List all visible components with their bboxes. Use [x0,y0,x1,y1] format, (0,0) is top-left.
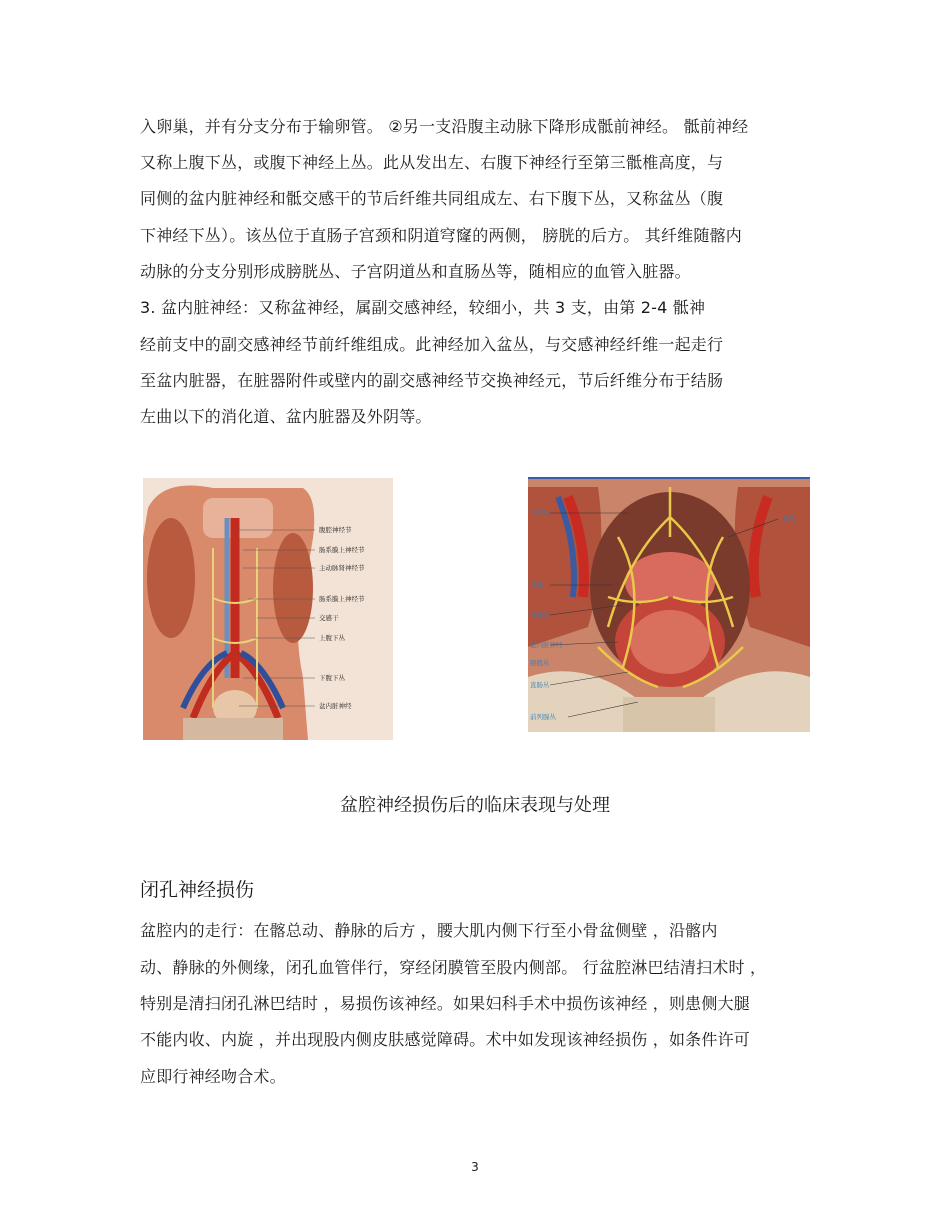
text-line: 同侧的盆内脏神经和骶交感干的节后纤维共同组成左、右下腹下丛，又称盆丛（腹 [140,189,724,208]
text-line: 动、静脉的外侧缘，闭孔血管伴行，穿经闭膜管至股内侧部。 行盆腔淋巴结清扫术时 ， [140,958,767,977]
text-line: 应即行神经吻合术。 [140,1067,286,1086]
figure-label: 膀胱丛 [530,659,550,667]
figure-label: 直肠 [530,581,543,589]
text-line: 至盆内脏器，在脏器附件或壁内的副交感神经节交换神经元，节后纤维分布于结肠 [140,371,724,390]
anatomy-figure-right [528,477,810,732]
figure-label: 肠系膜上神经节 [319,546,365,554]
figure-label: 肠系膜上神经节 [319,595,365,603]
text-line: 又称上腹下丛，或腹下神经上丛。此从发出左、右腹下神经行至第三骶椎高度，与 [140,153,724,172]
text-line: 动脉的分支分别形成膀胱丛、子宫阴道丛和直肠丛等，随相应的血管入脏器。 [140,262,691,281]
anatomy-illustration-right [528,477,810,732]
figure-label: 盆内脏神经 [319,702,352,710]
text-line: 入卵巢，并有分支分布于输卵管。 ②另一支沿腹主动脉下降形成骶前神经。 骶前神经 [140,117,749,136]
figure-label: 盆丛 [782,515,795,523]
figure-label: 腹腔神经节 [319,526,352,534]
text-line: 盆腔内的走行：在髂总动、静脉的后方 ，腰大肌内侧下行至小骨盆侧壁 ，沿髂内 [140,921,718,940]
figure-label: 下腹丛 [530,509,550,517]
text-line: 左曲以下的消化道、盆内脏器及外阴等。 [140,407,432,426]
page-number: 3 [471,1160,479,1174]
figure-label: 下腹下丛 [319,674,345,682]
section-title: 盆腔神经损伤后的临床表现与处理 [340,795,610,816]
text-line: 特别是清扫闭孔淋巴结时 ，易损伤该神经。如果妇科手术中损伤该神经 ，则患侧大腿 [140,994,750,1013]
figure-label: 主动脉肾神经节 [319,564,365,572]
figure-label: 直肠丛 [530,611,550,619]
text-line: 不能内收、内旋 ，并出现股内侧皮肤感觉障碍。术中如发现该神经损伤 ，如条件许可 [140,1030,750,1049]
text-line: 经前支中的副交感神经节前纤维组成。此神经加入盆丛，与交感神经纤维一起走行 [140,335,724,354]
figure-label: 上腹下丛 [319,634,345,642]
anatomy-figure-left [143,478,393,740]
anatomy-illustration-left [143,478,393,740]
figure-label: 前列腺丛 [530,713,556,721]
section-heading: 闭孔神经损伤 [140,879,255,901]
figure-label: 直肠丛 [530,681,550,689]
figure-label: 盆内脏神经 [530,641,563,649]
text-line: 下神经下丛）。该丛位于直肠子宫颈和阴道穹窿的两侧， 膀胱的后方。 其纤维随髂内 [140,226,742,245]
figure-label: 交感干 [319,614,339,622]
text-line: 3. 盆内脏神经：又称盆神经，属副交感神经，较细小，共 3 支，由第 2-4 骶神 [140,298,706,317]
